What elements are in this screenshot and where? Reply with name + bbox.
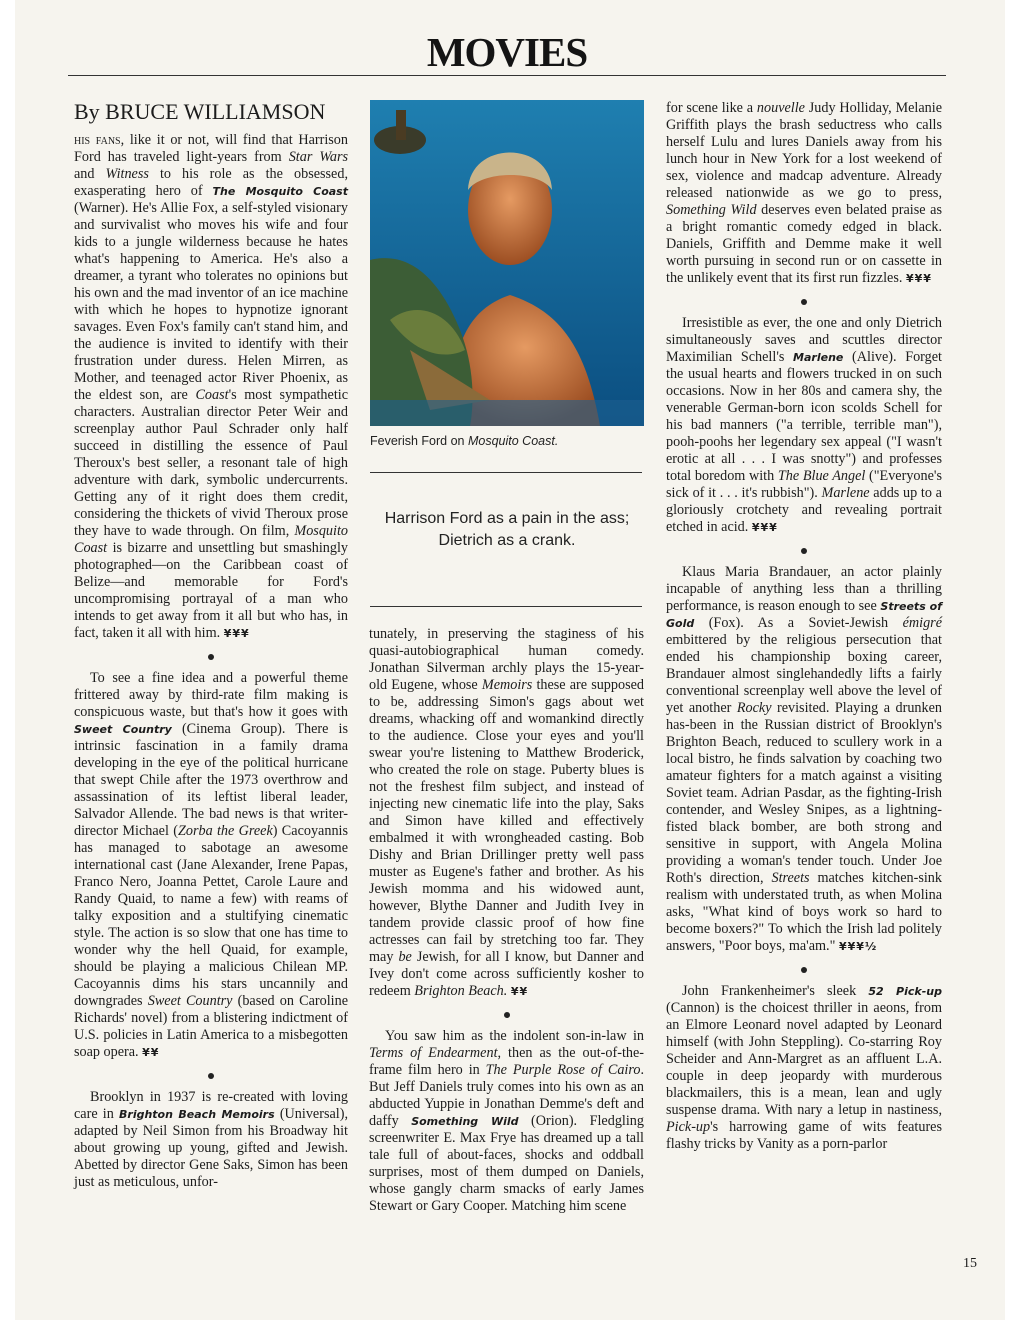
- section-divider-dot: [801, 548, 807, 554]
- section-divider-dot: [801, 299, 807, 305]
- film-title: Rocky: [736, 700, 772, 716]
- text-run: To see a fine idea and a powerful theme frittered away by third-rate film making is conspicuous waste, but that's how it goes with: [74, 670, 348, 720]
- text-run: ) Cacoyannis has managed to sabotage an awesome international cast (Jane Alexander, Irene Papas, Franco Nero, Joanna Pettet, Carole Laure and Randy Quaid, to name a few) with reams of talky exposition and a stultifying cinematic style. The action is so slow that one has time to wonder why the hell Quaid, for example, should be playing a malicious Chilean MP. Cacoyannis dims his stars uncannily and downgrades: [74, 823, 348, 1009]
- text-run: and: [74, 166, 106, 182]
- text-run: (Cannon) is the choicest thriller in aeons, from an Elmore Leonard novel adapted by Leonard himself (with John Steppling). Co-starring Roy Scheider and Ann-Margret as an affluent L.A. couple in deep jeopardy with murderous blackmailers, this is a mean, lean and ugly suspense drama. With nary a letup in nastiness,: [666, 1000, 942, 1118]
- byline: By BRUCE WILLIAMSON: [74, 99, 326, 124]
- film-title: The Blue Angel: [777, 468, 866, 484]
- section-title: MOVIES: [426, 29, 588, 75]
- review-sweet-country: [74, 670, 348, 1061]
- column-3: [666, 100, 942, 1165]
- review-marlene: [666, 315, 942, 536]
- review-mosquito-coast: [74, 132, 348, 642]
- text-run: Klaus Maria Brandauer, an actor plainly incapable of anything less than a thrilling performance, is reason enough to see: [666, 564, 942, 614]
- pullquote-rule-bottom: [370, 606, 642, 607]
- film-title-ref: The Mosquito Coast: [212, 185, 348, 198]
- rating-icon: ¥¥¥: [751, 521, 778, 534]
- section-header: [68, 30, 946, 74]
- film-title: Memoirs: [481, 677, 533, 693]
- film-title: Terms of Endearment: [369, 1045, 498, 1061]
- text-run: (based on Caroline Richards' novel) from a blistering indictment of U.S. policies in Latin America to a misbegotten soap opera.: [74, 993, 348, 1060]
- text-run: is bizarre and unsettling but smashingly photographed—on the Caribbean coast of Belize—and memorable for Ford's uncompromising portrayal of a man who intends to get away from it all but who has, in fact, taken it all with him.: [74, 540, 348, 641]
- film-title: Brighton Beach.: [414, 983, 508, 999]
- text-run: adds up to a gloriously crotchety and revealing portrait etched in acid.: [666, 485, 942, 535]
- pullquote-rule-top: [370, 472, 642, 473]
- film-title-ref: Marlene: [793, 351, 844, 364]
- text-run: 's harrowing game of wits features flashy tricks by Vanity as a porn-parlor: [666, 1119, 942, 1152]
- pull-quote: Harrison Ford as a pain in the ass; Dietrich as a crank.: [384, 510, 630, 549]
- header-rule: [68, 75, 946, 76]
- text-run: (Warner). He's Allie Fox, a self-styled visionary and survivalist who moves his wife and four kids to a jungle wilderness because he hates what's happening to America. He's also a dreamer, a tyrant who tolerates no opinions but his own and the mad inventor of an ice machine with which he hopes to hypnotize ignorant savages. Even Fox's family can't stand him, and the audience is invited to identify with their frustration under duress. Helen Mirren, as Mother, and teenaged actor River Phoenix, as the eldest son, are: [74, 200, 348, 403]
- review-something-wild: [369, 1028, 644, 1215]
- text-run: ("Everyone's sick of it . . . it's rubbish").: [666, 468, 942, 501]
- film-title: Star Wars: [288, 149, 348, 165]
- text-run: (Orion). Fledgling screenwriter E. Max Frye has dreamed up a tall tale full of about-faces, shocks and oddball surprises, most of them dumped on Daniels, whose gangly charm smacks of early James Stewart or Gary Cooper. Matching him scene: [369, 1113, 644, 1214]
- section-divider-dot: [208, 654, 214, 660]
- text-run: Judy Holliday, Melanie Griffith plays the brash seductress who calls herself Lulu and lures Daniels away from his lunch hour in New York for a lost weekend of sex, violence and madcap adventure. Already released nationwide as we go to press,: [666, 100, 942, 201]
- rating-icon: ¥¥¥: [905, 272, 932, 285]
- review-streets-of-gold: [666, 564, 942, 955]
- review-brighton-beach-cont: [369, 626, 644, 1000]
- film-title: Something Wild: [666, 202, 757, 218]
- text-run: Jewish, for all I know, but Danner and Ivey don't come across sufficiently kosher to redeem: [369, 949, 644, 999]
- film-title: Witness: [105, 166, 149, 182]
- text-run: Irresistible as ever, the one and only Dietrich simultaneously saves and scuttles director Maximilian Schell's: [666, 315, 942, 365]
- emphasis: be: [398, 949, 412, 965]
- text-run: 's most sympathetic characters. Australian director Peter Weir and screenplay author Paul Schrader only half succeed in distilling the essence of Paul Theroux's best seller, a resonant tale of high adventure with dark, symbolic undercurrents. Getting any of it right does them credit, considering the thickets of vivid Theroux prose they have to wade through. On film,: [74, 387, 349, 539]
- photo-caption: [370, 434, 644, 448]
- emphasis: émigré: [902, 615, 942, 631]
- film-title: Mosquito Coast: [74, 523, 348, 556]
- film-title: Sweet Country: [147, 993, 233, 1009]
- page-number: 15: [963, 1256, 977, 1271]
- rating-icon: ¥¥: [142, 1046, 160, 1059]
- section-divider-dot: [208, 1073, 214, 1079]
- harrison-ford-photo: [370, 100, 644, 426]
- rating-icon: ¥¥: [510, 985, 529, 998]
- film-title: Pick-up: [666, 1119, 711, 1135]
- film-title: The Purple Rose of Cairo: [485, 1062, 641, 1078]
- film-title-ref: Brighton Beach Memoirs: [119, 1108, 275, 1121]
- caption-text: Feverish Ford on: [370, 434, 468, 448]
- text-run: You saw him as the indolent son-in-law in: [385, 1028, 644, 1044]
- text-run: (Alive). Forget the usual hearts and flowers trucked in on such occasions. Now in her 80s and camera shy, the venerable German-born icon scolds Schell for his bad manners ("a terrible, terrible man"), pooh-poohs her legendary sex appeal ("I wasn't erotic at all . . . I was snotty") and professes total boredom with: [666, 349, 942, 484]
- text-run: , then as the out-of-the-frame film hero in: [369, 1045, 644, 1078]
- film-title: Marlene: [821, 485, 870, 501]
- section-divider-dot: [801, 967, 807, 973]
- rating-icon: ¥¥¥½: [838, 940, 878, 953]
- text-run: like it or not, will find that Harrison Ford has traveled light-years from: [74, 132, 348, 165]
- text-run: matches kitchen-sink realism with understated truth, as when Molina asks, "What kind of boys work so hard to become boxers?" To which the Irish lad politely answers, "Poor boys, ma'am.": [666, 870, 942, 954]
- review-52-pick-up: [666, 983, 942, 1153]
- film-title-ref: Sweet Country: [74, 723, 172, 736]
- emphasis: nouvelle: [756, 100, 805, 116]
- section-divider-dot: [504, 1012, 510, 1018]
- film-title: Zorba the Greek: [177, 823, 273, 839]
- film-title-ref: Streets of Gold: [666, 600, 942, 630]
- text-run: to his role as the obsessed, exasperating hero of: [74, 166, 348, 199]
- text-run: revisited. Playing a drunken has-been in the Russian district of Brooklyn's Brighton Beach, reduced to scullery work in a local bistro, he finds salvation by coaching two amateur fighters for a match against a visiting Soviet team. Adrian Pasdar, as the fighting-Irish contender, and Wesley Snipes, as a lightning-fisted black bomber, are both strong and sensitive in support, with Angela Molina providing a woman's tender touch. Under Joe Roth's direction,: [666, 700, 943, 886]
- text-run: John Frankenheimer's sleek: [682, 983, 869, 999]
- lead-in: his fans,: [74, 132, 125, 148]
- film-title-ref: Something Wild: [411, 1115, 519, 1128]
- column-1: [74, 96, 348, 1203]
- film-title: Coast: [195, 387, 229, 403]
- review-something-wild-cont: [666, 100, 942, 287]
- text-run: Brooklyn in 1937 is re-created with loving care in: [74, 1089, 348, 1122]
- film-title: Streets: [771, 870, 810, 886]
- text-run: (Fox). As a Soviet-Jewish: [694, 615, 903, 631]
- column-2: [369, 626, 644, 1227]
- review-brighton-beach: [74, 1089, 348, 1191]
- text-run: (Universal), adapted by Neil Simon from his Broadway hit about growing up young, gifted and Jewish. Abetted by director Gene Saks, Simon has been just as meticulous, unfor-: [74, 1106, 348, 1190]
- text-run: deserves even belated praise as a bright romantic comedy edged in black. Daniels, Griffith and Demme make it well worth pursuing in second run or on cassette in the unlikely event that its first run fizzles.: [666, 202, 942, 286]
- text-run: these are supposed to be, addressing Simon's gags about wet dreams, whacking off and womankind directly to the audience. Close your eyes and you'll swear you're listening to Matthew Broderick, who created the role on stage. Puberty blues is not the freshest film subject, and instead of injecting new cinematic life into the play, Saks and Simon have killed and effectively embalmed it with wrongheaded casting. Bob Dishy and Brian Drillinger pretty well pass muster as Eugene's father and brother. As his Jewish momma and his widowed aunt, however, Blythe Danner and Judith Ivey in tandem provide classic proof of how fine actresses can fail by stretching too far. They may: [369, 677, 644, 965]
- text-run: embittered by the religious persecution that ended his championship boxing career, Brandauer almost singlehandedly lifts a fairly conventional screenplay well above the level of yet another: [666, 632, 942, 716]
- text-run: . But Jeff Daniels truly comes into his own as an abducted Yuppie in Jonathan Demme's deft and daffy: [369, 1062, 644, 1129]
- text-run: (Cinema Group). There is intrinsic fascination in a family drama developing in the eye of the political hurricane that swept Chile after the 1973 overthrow and assassination of its leftist liberal leader, Salvador Allende. The bad news is that writer-director Michael (: [74, 721, 348, 839]
- text-run: tunately, in preserving the staginess of his quasi-autobiographical human comedy. Jonathan Silverman archly plays the 15-year-old Eugene, whose: [369, 626, 644, 693]
- film-title-ref: 52 Pick-up: [868, 985, 942, 998]
- text-run: for scene like a: [666, 100, 757, 116]
- caption-film-title: Mosquito Coast.: [467, 434, 559, 448]
- rating-icon: ¥¥¥: [223, 627, 250, 640]
